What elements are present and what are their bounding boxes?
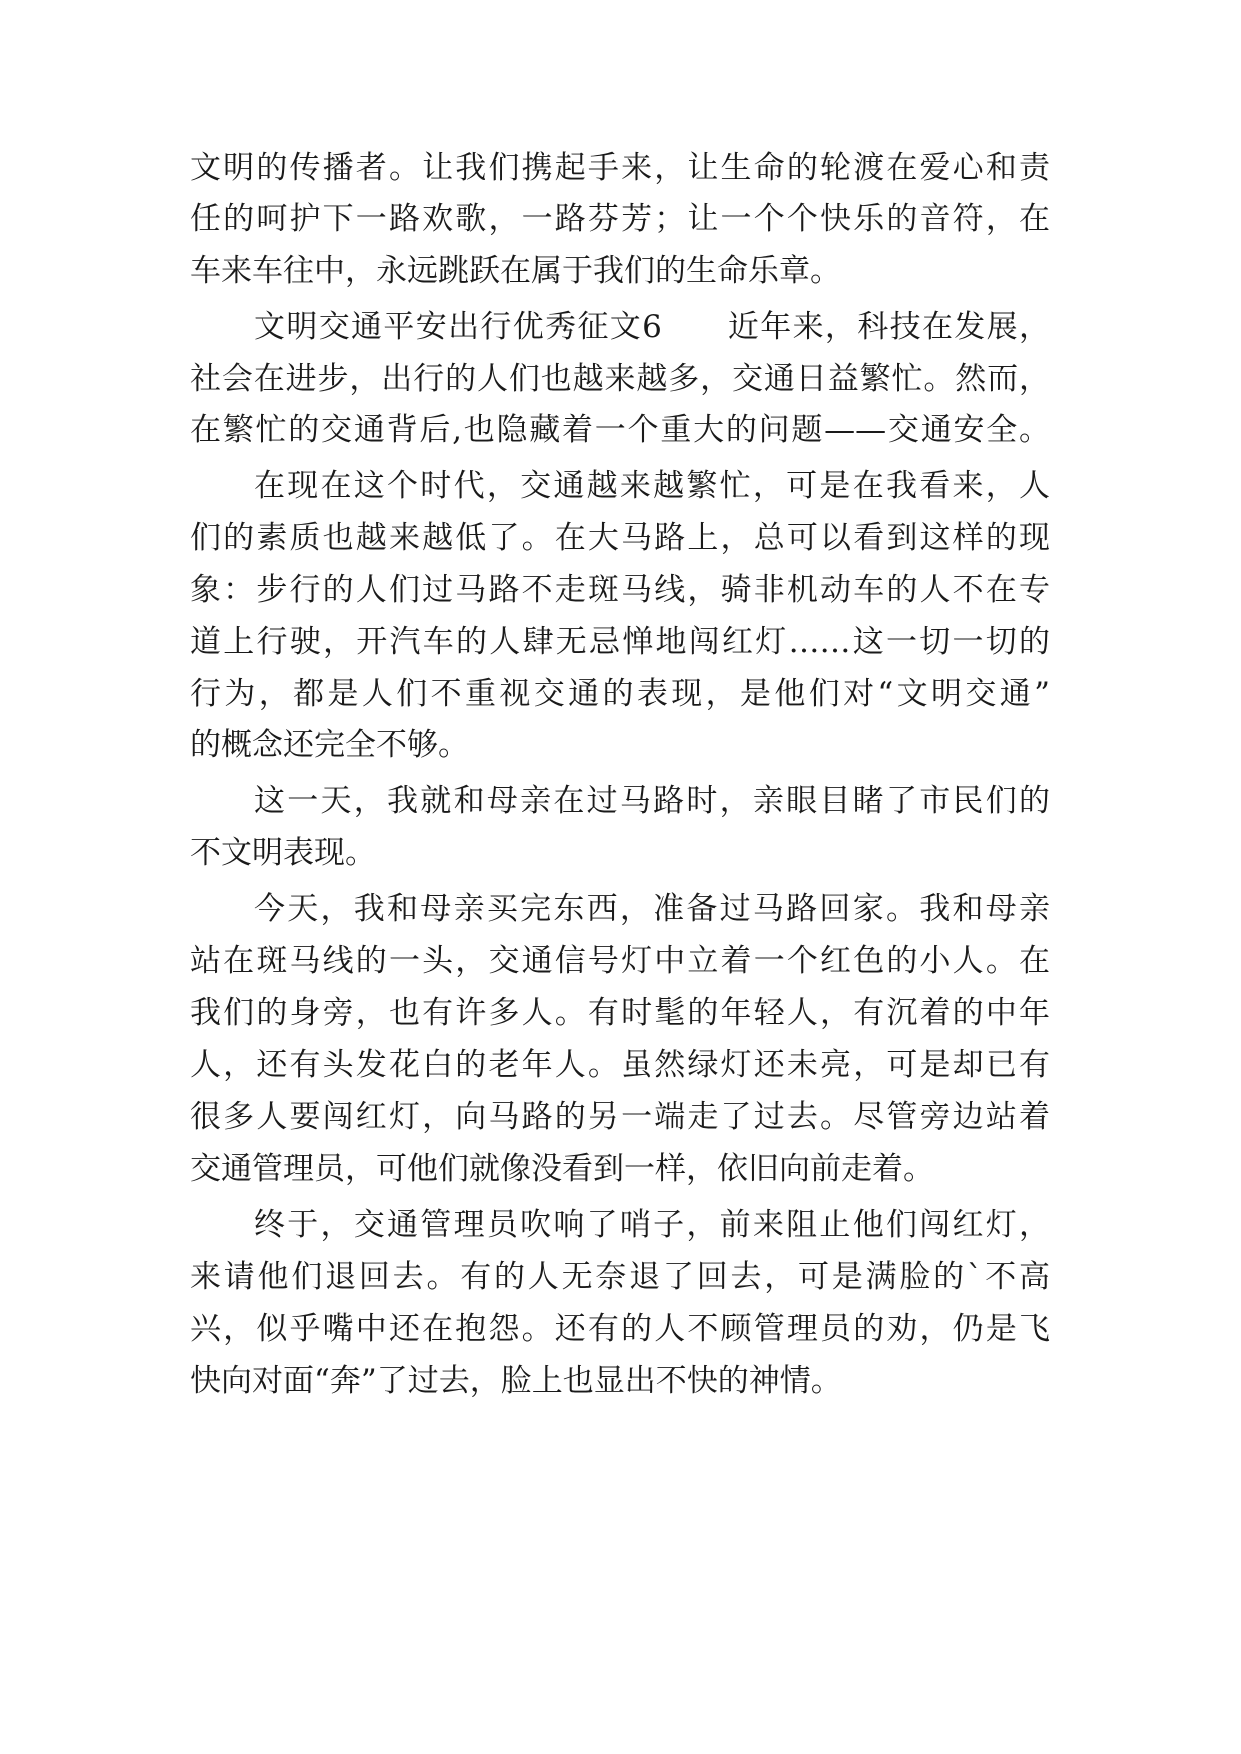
text-line: 兴，似乎嘴中还在抱怨。还有的人不顾管理员的劝，仍是飞 [190, 1311, 1050, 1347]
text-line: 在现在这个时代，交通越来越繁忙，可是在我看来，人 [254, 468, 1050, 504]
text-line: 终于，交通管理员吹响了哨子，前来阻止他们闯红灯， [254, 1207, 1050, 1243]
text-line: 车来车往中，永远跳跃在属于我们的生命乐章。 [190, 253, 841, 289]
text-line: 的概念还完全不够。 [190, 727, 469, 763]
section-heading-line: 文明交通平安出行优秀征文6 近年来，科技在发展， [254, 309, 1050, 345]
text-line: 行为，都是人们不重视交通的表现，是他们对“文明交通” [190, 676, 1050, 712]
text-line: 社会在进步，出行的人们也越来越多，交通日益繁忙。然而， [190, 361, 1050, 397]
text-line: 这一天，我就和母亲在过马路时，亲眼目睹了市民们的 [254, 783, 1050, 819]
text-line: 任的呵护下一路欢歌，一路芬芳；让一个个快乐的音符，在 [190, 201, 1050, 237]
text-line: 象：步行的人们过马路不走斑马线，骑非机动车的人不在专 [190, 572, 1050, 608]
text-line: 来请他们退回去。有的人无奈退了回去，可是满脸的`不高 [190, 1259, 1050, 1295]
text-line: 在繁忙的交通背后,也隐藏着一个重大的问题——交通安全。 [190, 412, 1050, 448]
text-line: 我们的身旁，也有许多人。有时髦的年轻人，有沉着的中年 [190, 995, 1050, 1031]
text-line: 今天，我和母亲买完东西，准备过马路回家。我和母亲 [254, 891, 1050, 927]
text-line: 交通管理员，可他们就像没看到一样，依旧向前走着。 [190, 1151, 934, 1187]
text-line: 站在斑马线的一头，交通信号灯中立着一个红色的小人。在 [190, 943, 1050, 979]
text-line: 们的素质也越来越低了。在大马路上，总可以看到这样的现 [190, 520, 1050, 556]
text-line: 人，还有头发花白的老年人。虽然绿灯还未亮，可是却已有 [190, 1047, 1050, 1083]
text-line: 快向对面“奔”了过去，脸上也显出不快的神情。 [190, 1363, 842, 1399]
text-line: 不文明表现。 [190, 835, 376, 871]
text-line: 道上行驶，开汽车的人肆无忌惮地闯红灯……这一切一切的 [190, 624, 1050, 660]
text-line: 文明的传播者。让我们携起手来，让生命的轮渡在爱心和责 [190, 150, 1050, 186]
text-line: 很多人要闯红灯，向马路的另一端走了过去。尽管旁边站着 [190, 1099, 1050, 1135]
